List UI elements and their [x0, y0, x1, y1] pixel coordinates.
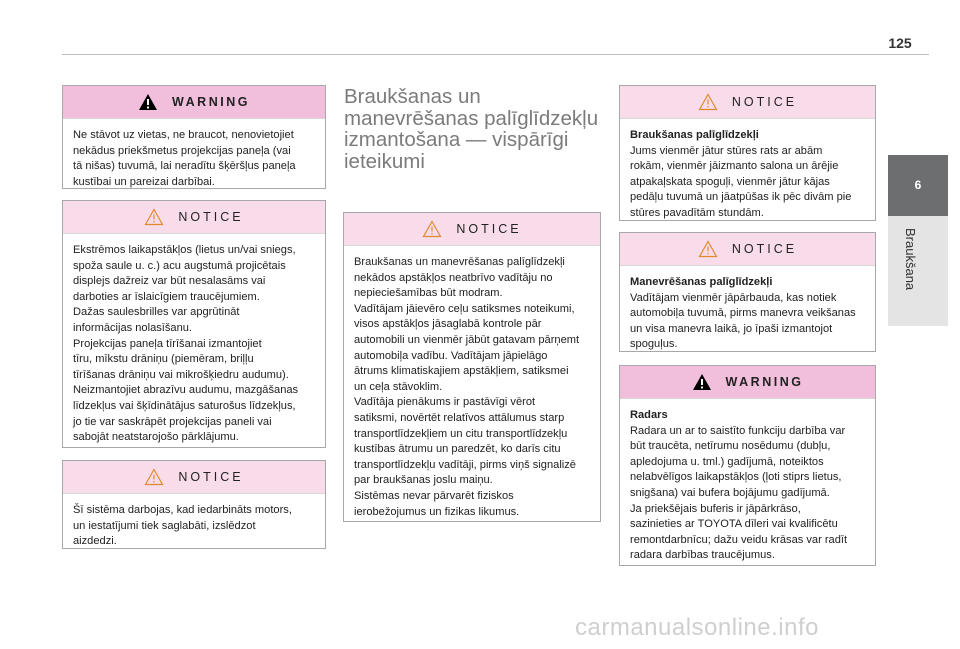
notice-subtitle: Manevrēšanas palīglīdzekļi — [630, 276, 773, 288]
text-line: jo tie var saskrāpēt projekcijas paneli vai — [73, 415, 272, 428]
notice-box-settings — [62, 460, 326, 549]
text-line: ātrums klimatiskajiem apstākļiem, satiksmei — [354, 365, 569, 378]
warning-header — [620, 366, 875, 399]
text-line: pedāļu tuvumā un jāatpūšas ik pēc divām pie — [630, 191, 852, 204]
text-line: nekādos apstākļos neatbrīvo vadītāju no — [354, 271, 553, 284]
text-line: visos apstākļos jāsaglabā kontrole pār — [354, 318, 542, 331]
notice-box-driving-aids — [343, 212, 601, 522]
text-line: atpakaļskata spoguļi, vienmēr jātur kājas — [630, 175, 830, 188]
notice-box-manoeuvring — [619, 232, 876, 352]
text-line: tā nišas) tuvumā, lai neradītu šķēršļus paneļa — [73, 160, 296, 173]
chapter-tab-text: Braukšana — [903, 228, 918, 291]
text-line: līdzekļus vai šķīdinātājus saturošus līdzekļus, — [73, 399, 296, 412]
notice-title: NOTICE — [731, 242, 798, 256]
text-line: transportlīdzekļiem un citu transportlīdzekļu — [354, 427, 568, 440]
text-line: tīru, mīkstu drāniņu (piemēram, briļļu — [73, 353, 254, 366]
notice-title: NOTICE — [178, 470, 244, 484]
chapter-tab-number[interactable]: 6 — [888, 155, 948, 216]
caution-triangle-icon — [144, 468, 164, 486]
text-line: nepieciešamības būt modram. — [354, 287, 503, 300]
notice-box-weather — [62, 200, 326, 448]
notice-header — [620, 86, 875, 119]
notice-body — [63, 234, 325, 454]
notice-title: NOTICE — [178, 210, 244, 224]
text-line: Dažas saulesbrilles var apgrūtināt — [73, 306, 240, 319]
text-line: Sistēmas nevar pārvarēt fiziskos — [354, 489, 514, 502]
text-line: Ne stāvot uz vietas, ne braucot, nenovietojiet — [73, 129, 294, 141]
text-line: un ceļa stāvoklim. — [354, 380, 443, 393]
text-line: Vadītājam vienmēr jāpārbauda, kas notiek — [630, 291, 837, 304]
text-line: Vadītāja pienākums ir pastāvīgi vērot — [354, 396, 536, 409]
text-line: Radara un ar to saistīto funkciju darbība var — [630, 424, 846, 437]
text-line: spoža saule u. c.) acu augstumā projicētais — [73, 259, 286, 272]
text-line: Projekcijas paneļa tīrīšanai izmantojiet — [73, 337, 262, 350]
text-line: sabojāt neatstarojošo pārklājumu. — [73, 431, 239, 444]
notice-title: NOTICE — [731, 95, 798, 109]
warning-body — [63, 119, 325, 198]
text-line: nekādus priekšmetus projekcijas paneļa (vai — [73, 144, 291, 157]
notice-body — [620, 119, 875, 230]
text-line: satiksmi, novērtēt relatīvos attālumus starp — [354, 411, 565, 424]
text-line: informācijas nolasīšanu. — [73, 321, 193, 334]
notice-header — [344, 213, 600, 246]
text-line: Vadītājam jāievēro ceļu satiksmes noteikumi, — [354, 302, 575, 315]
section-title: Braukšanas un manevrēšanas palīglīdzekļu izmantošana — vispārīgi ieteikumi — [344, 85, 599, 173]
text-line: automobili un vienmēr jābūt gatavam pārņemt — [354, 333, 580, 346]
text-line: kustībai un pareizai darbībai. — [73, 175, 215, 188]
page-number: 125 — [888, 35, 912, 51]
notice-body — [63, 494, 325, 558]
text-line: Neizmantojiet abrazīvu audumu, mazgāšanas — [73, 384, 299, 397]
text-line: Braukšanas un manevrēšanas palīglīdzekļi — [354, 256, 565, 268]
text-line: kustības ātrumu un paredzēt, ko darīs citu — [354, 443, 561, 456]
caution-triangle-icon — [422, 220, 442, 238]
text-line: automobiļa vadību. Vadītājam jāpielāgo — [354, 349, 548, 362]
notice-subtitle: Braukšanas palīglīdzekļi — [630, 129, 759, 141]
text-line: būt traucēta, netīrumu nosēdumu (dubļu, — [630, 440, 831, 453]
text-line: apledojuma u. tml.) gadījumā, noteiktos — [630, 455, 824, 468]
text-line: remontdarbnīcu; dažu veidu krāsas var radīt — [630, 533, 848, 546]
warning-header — [63, 86, 325, 119]
text-line: Ekstrēmos laikapstākļos (lietus un/vai sniegs, — [73, 244, 296, 256]
notice-header — [63, 461, 325, 494]
text-line: transportlīdzekļu vadītāji, pirms viņš signalizē — [354, 458, 576, 471]
caution-triangle-icon — [698, 93, 718, 111]
text-line: spoguļus. — [630, 338, 678, 351]
text-line: par braukšanas joslu maiņu. — [354, 474, 493, 487]
text-line: rokām, vienmēr jāizmanto salona un ārējie — [630, 160, 839, 173]
warning-triangle-icon — [692, 373, 712, 391]
notice-box-driving-assist — [619, 85, 876, 221]
text-line: snigšana) vai bufera bojājumu gadījumā. — [630, 486, 830, 499]
warning-triangle-icon — [138, 93, 158, 111]
warning-body — [620, 399, 875, 572]
text-line: ierobežojumus un fizikas likumus. — [354, 505, 520, 518]
text-line: darboties ar īslaicīgiem traucējumiem. — [73, 290, 260, 303]
warning-subtitle: Radars — [630, 409, 668, 421]
text-line: Ja priekšējais buferis ir jāpārkrāso, — [630, 502, 801, 515]
text-line: Jums vienmēr jātur stūres rats ar abām — [630, 144, 823, 157]
text-line: radara darbības traucējumus. — [630, 549, 775, 562]
warning-title: WARNING — [725, 375, 804, 389]
text-line: un iestatījumi tiek saglabāti, izslēdzot — [73, 519, 256, 532]
caution-triangle-icon — [698, 240, 718, 258]
notice-title: NOTICE — [456, 222, 522, 236]
warning-box-radar — [619, 365, 876, 566]
warning-title: WARNING — [172, 95, 250, 109]
text-line: tīrīšanas drāniņu vai mikrošķiedru audumu). — [73, 368, 289, 381]
chapter-tab-label[interactable] — [888, 216, 948, 326]
text-line: nelabvēlīgos laikapstākļos (ļoti stiprs lietus, — [630, 471, 842, 484]
text-line: sazinieties ar TOYOTA dīleri vai kvalificētu — [630, 518, 838, 531]
text-line: stūres pavadītām stundām. — [630, 206, 764, 219]
watermark-text: carmanualsonline.info — [575, 614, 819, 641]
notice-header — [63, 201, 325, 234]
notice-body — [344, 246, 600, 528]
text-line: automobiļa tuvumā, pirms manevra veikšanas — [630, 307, 856, 320]
notice-header — [620, 233, 875, 266]
text-line: aizdedzi. — [73, 535, 117, 548]
text-line: Šī sistēma darbojas, kad iedarbināts motors, — [73, 504, 292, 516]
text-line: un visa manevra laikā, jo īpaši izmantojot — [630, 322, 833, 335]
header-divider — [62, 54, 929, 55]
caution-triangle-icon — [144, 208, 164, 226]
text-line: displejs dažreiz var būt nesalasāms vai — [73, 275, 266, 288]
notice-body — [620, 266, 875, 361]
warning-box-projection — [62, 85, 326, 189]
